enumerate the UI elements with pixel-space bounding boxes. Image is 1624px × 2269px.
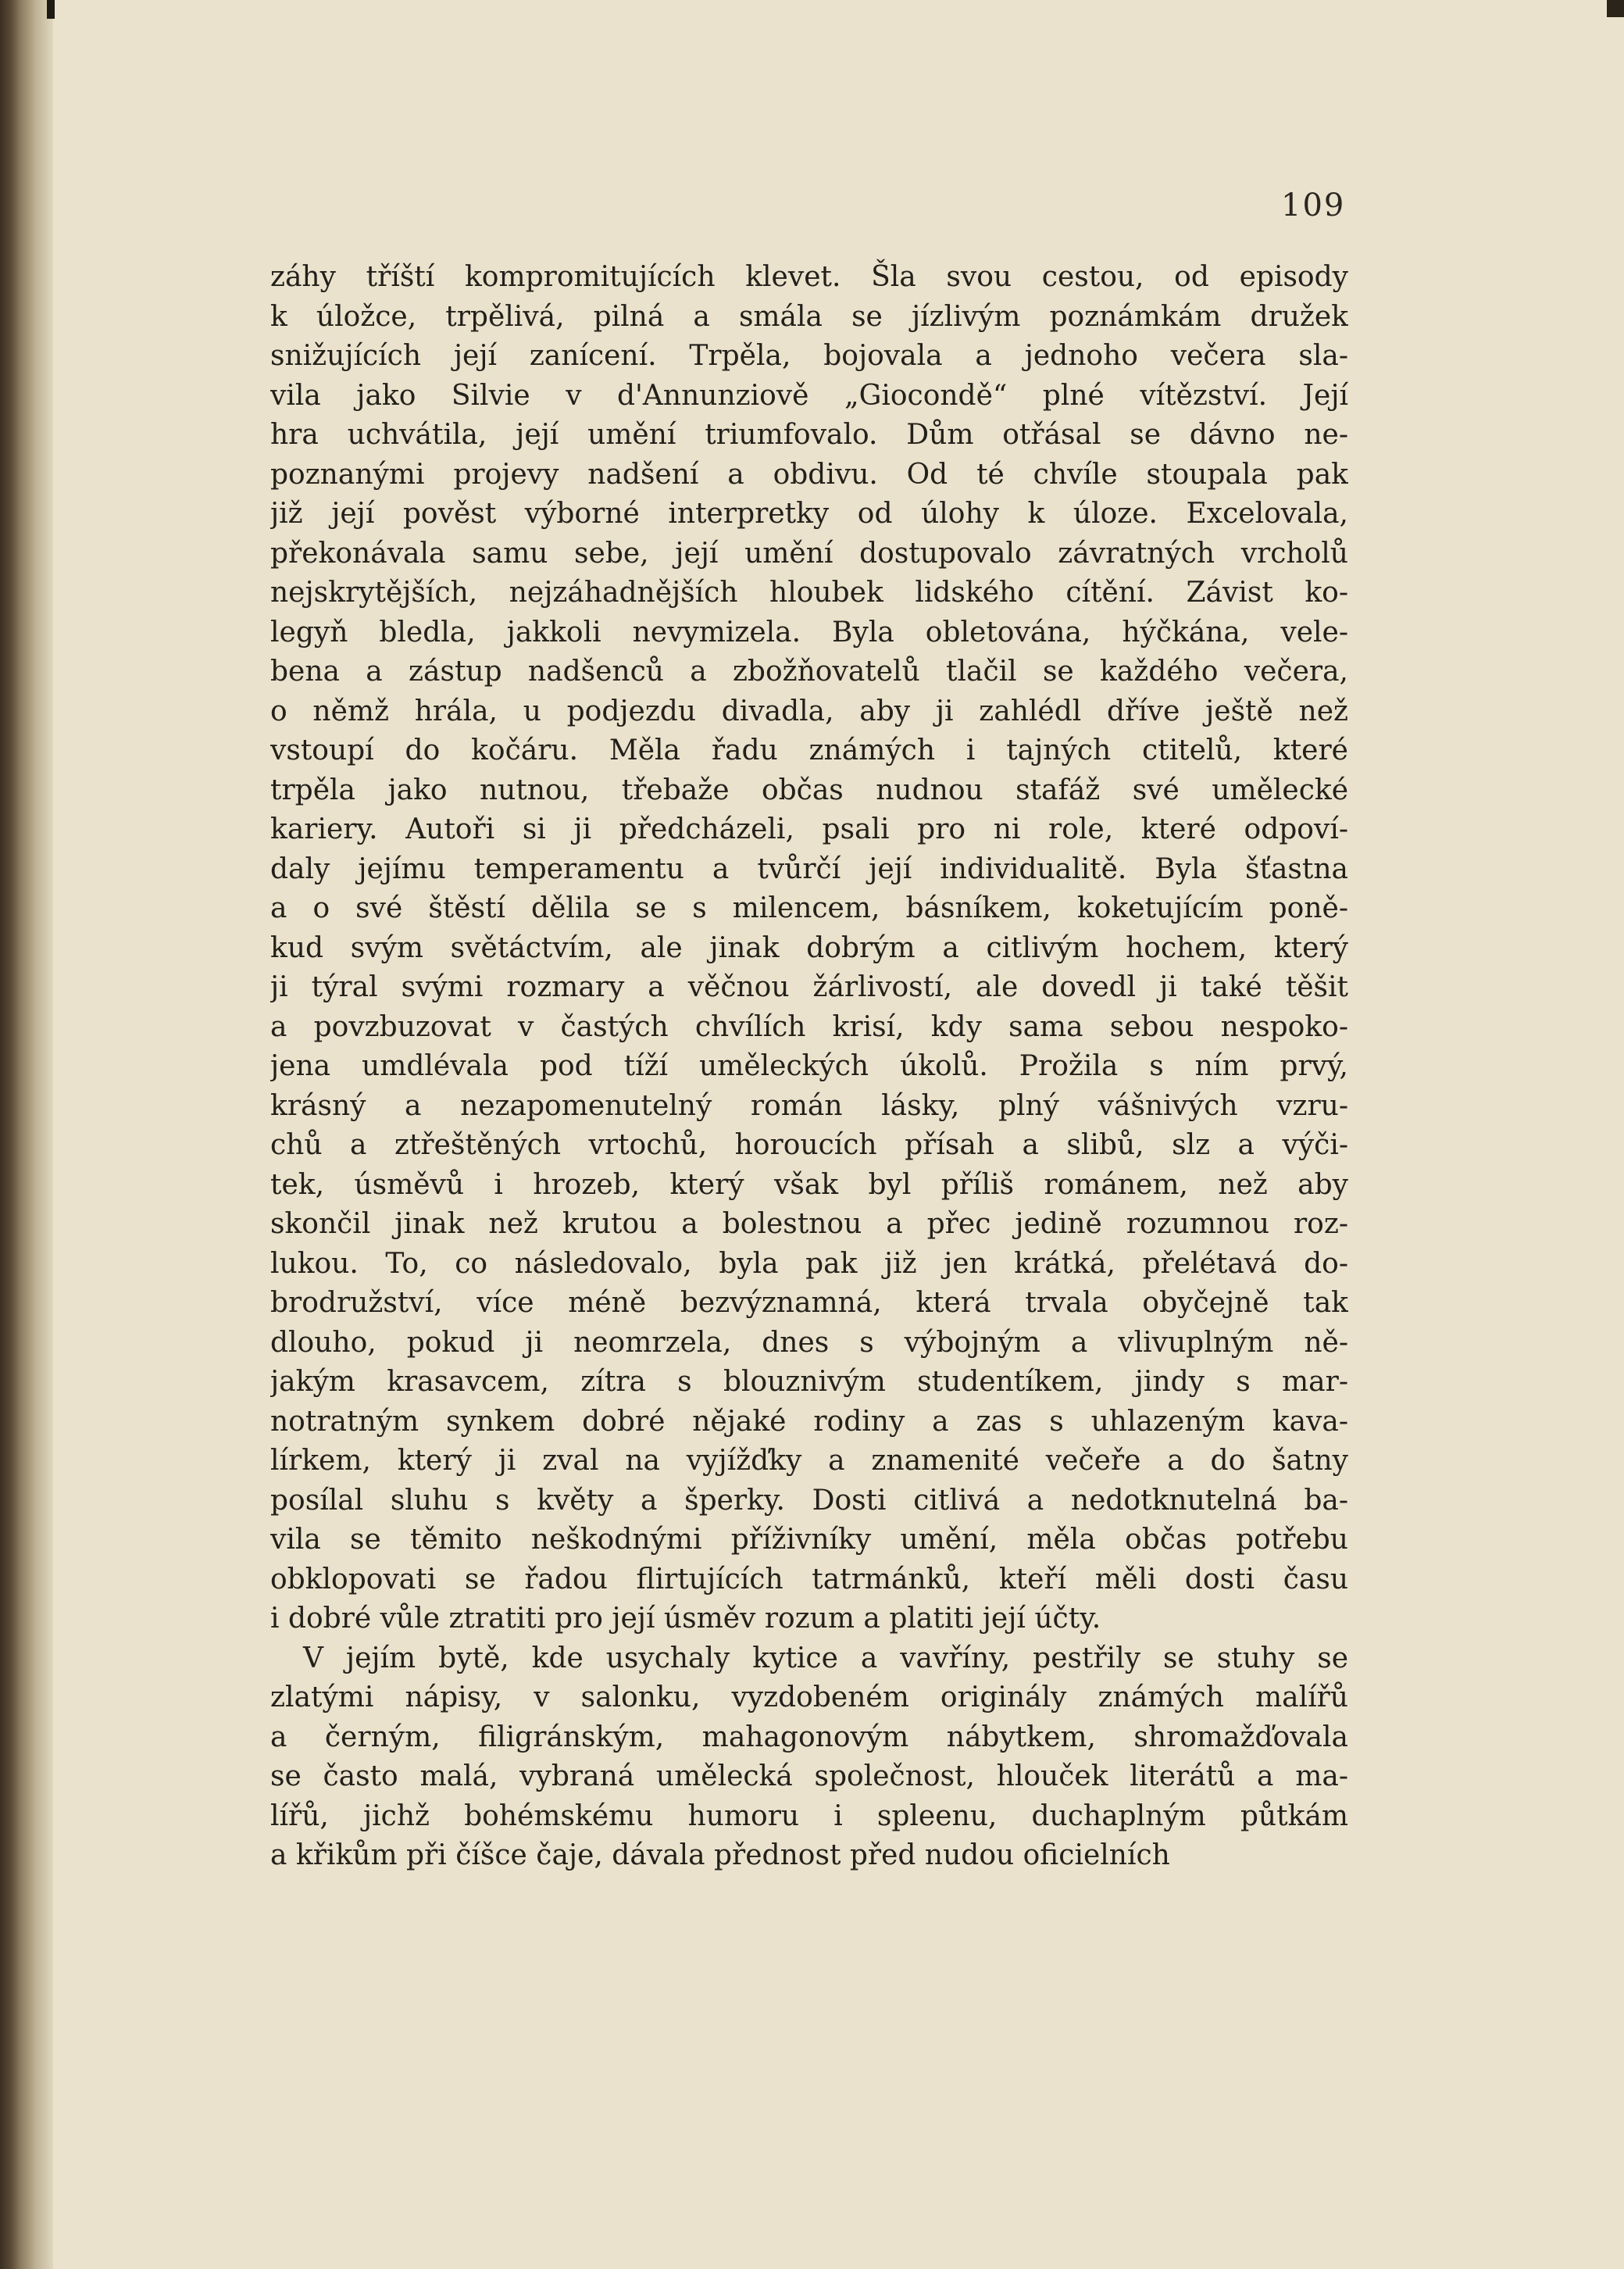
text-line: kariery. Autoři si ji předcházeli, psali pro ni role, které odpoví- — [270, 813, 1348, 845]
text-line: brodružství, více méně bezvýznamná, která trvala obyčejně tak — [270, 1287, 1348, 1319]
text-line: nejskrytějších, nejzáhadnějších hloubek lidského cítění. Závist ko- — [270, 577, 1348, 609]
text-line: bena a zástup nadšenců a zbožňovatelů tlačil se každého večera, — [270, 656, 1348, 688]
text-line: trpěla jako nutnou, třebaže občas nudnou stafáž své umělecké — [270, 774, 1348, 806]
text-line: legyň bledla, jakkoli nevymizela. Byla obletována, hýčkána, vele- — [270, 616, 1348, 649]
body-text — [270, 258, 1348, 1876]
text-line: i dobré vůle ztratiti pro její úsměv rozum a platiti její účty. — [270, 1603, 1101, 1635]
text-line: hra uchvátila, její umění triumfovalo. Dům otřásal se dávno ne- — [270, 419, 1348, 451]
text-line: V jejím bytě, kde usychaly kytice a vavříny, pestřily se stuhy se — [303, 1642, 1348, 1674]
text-line: snižujících její zanícení. Trpěla, bojovala a jednoho večera sla- — [270, 340, 1348, 372]
text-line: daly jejímu temperamentu a tvůrčí její individualitě. Byla šťastna — [270, 852, 1348, 885]
text-line: poznanými projevy nadšení a obdivu. Od té chvíle stoupala pak — [270, 458, 1348, 491]
text-line: a o své štěstí dělila se s milencem, básníkem, koketujícím poně- — [270, 892, 1348, 924]
text-line: a povzbuzovat v častých chvílích krisí, kdy sama sebou nespoko- — [270, 1010, 1348, 1043]
text-line: se často malá, vybraná umělecká společnost, hlouček literátů a ma- — [270, 1760, 1348, 1792]
text-line: tek, úsměvů i hrozeb, který však byl příliš románem, než aby — [270, 1168, 1348, 1201]
binding-notch — [47, 0, 55, 19]
text-line: jena umdlévala pod tíží uměleckých úkolů. Prožila s ním prvý, — [270, 1050, 1348, 1082]
text-line: o němž hrála, u podjezdu divadla, aby ji zahlédl dříve ještě než — [270, 695, 1348, 727]
text-line: kud svým světáctvím, ale jinak dobrým a citlivým hochem, který — [270, 931, 1348, 964]
text-line: ji týral svými rozmary a věčnou žárlivostí, ale dovedl ji také těšit — [270, 971, 1348, 1003]
text-line: již její pověst výborné interpretky od úlohy k úloze. Excelovala, — [270, 498, 1348, 530]
text-line: vstoupí do kočáru. Měla řadu známých i tajných ctitelů, které — [270, 734, 1348, 766]
text-line: posílal sluhu s květy a šperky. Dosti citlivá a nedotknutelná ba- — [270, 1484, 1348, 1517]
page-number: 109 — [1281, 188, 1346, 223]
text-line: záhy tříští kompromitujících klevet. Šla svou cestou, od episody — [270, 261, 1348, 293]
text-line: lířů, jichž bohémskému humoru i spleenu, duchaplným půtkám — [270, 1799, 1348, 1832]
text-line: vila se těmito neškodnými příživníky umění, měla občas potřebu — [270, 1524, 1348, 1556]
binding-edge — [0, 0, 53, 2269]
text-line: zlatými nápisy, v salonku, vyzdobeném originály známých malířů — [270, 1681, 1348, 1713]
corner-mark — [1607, 0, 1624, 17]
paragraph-1 — [270, 258, 1348, 1639]
text-line: notratným synkem dobré nějaké rodiny a zas s uhlazeným kava- — [270, 1405, 1348, 1438]
text-line: vila jako Silvie v d'Annunziově „Giocondě“ plné vítězství. Její — [270, 379, 1348, 412]
text-line: skončil jinak než krutou a bolestnou a přec jedině rozumnou roz- — [270, 1208, 1348, 1240]
text-line: k úložce, trpělivá, pilná a smála se jízlivým poznámkám družek — [270, 300, 1348, 333]
text-line: jakým krasavcem, zítra s blouznivým studentíkem, jindy s mar- — [270, 1366, 1348, 1398]
text-line: obklopovati se řadou flirtujících tatrmánků, kteří měli dosti času — [270, 1563, 1348, 1595]
text-line: překonávala samu sebe, její umění dostupovalo závratných vrcholů — [270, 537, 1348, 570]
paragraph-2 — [270, 1639, 1348, 1876]
text-line: chů a ztřeštěných vrtochů, horoucích přísah a slibů, slz a výči- — [270, 1129, 1348, 1161]
text-line: lírkem, který ji zval na vyjížďky a znamenité večeře a do šatny — [270, 1445, 1348, 1477]
text-line: krásný a nezapomenutelný román lásky, plný vášnivých vzru- — [270, 1089, 1348, 1122]
text-line: a křikům při číšce čaje, dávala přednost před nudou oficielních — [270, 1839, 1170, 1871]
text-line: lukou. To, co následovalo, byla pak již jen krátká, přelétavá do- — [270, 1247, 1348, 1280]
text-line: dlouho, pokud ji neomrzela, dnes s výbojným a vlivuplným ně- — [270, 1326, 1348, 1359]
text-line: a černým, filigránským, mahagonovým nábytkem, shromažďovala — [270, 1721, 1348, 1753]
